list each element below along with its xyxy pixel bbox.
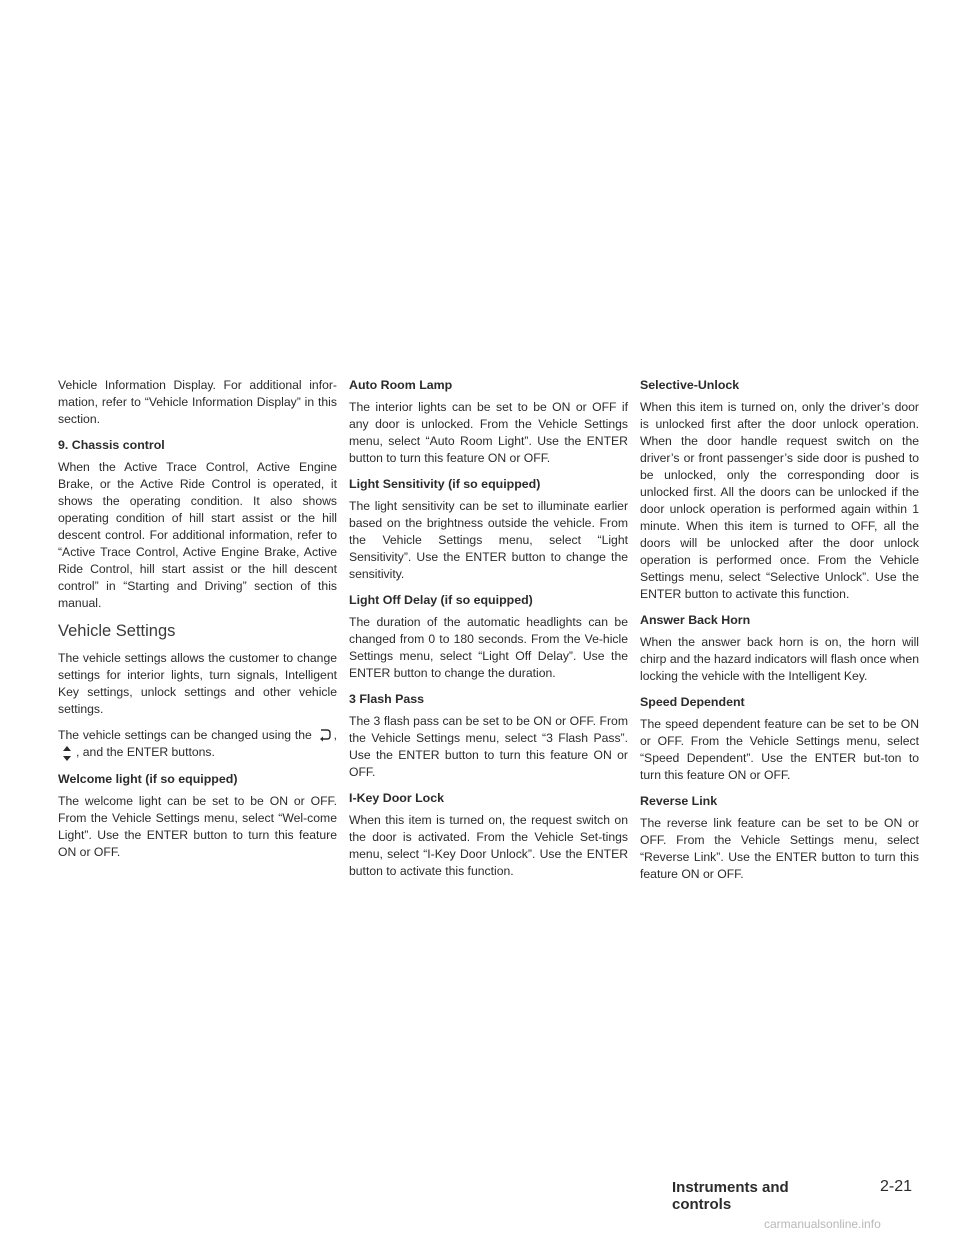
paragraph-selective-unlock: When this item is turned on, only the driver’s door is unlocked first after the door unlock operation. When the door handle request switch on the driver’s or front passenger’s side door is pushed to be unlocked, only the corresponding door is unlocked first. All the doors can be unlocked if the door unlock operation is performed again within 1 minute. When this item is turned to OFF, all the doors will be unlocked after the door unlock operation is performed once. From the Vehicle Settings menu, select “Selective Unlock”. Use the ENTER button to activate this function. bbox=[640, 400, 919, 601]
paragraph-3-flash-pass: The 3 flash pass can be set to be ON or OFF. From the Vehicle Settings menu, select “3 Flash Pass”. Use the ENTER button to turn this feature ON or OFF. bbox=[349, 714, 628, 779]
column-left bbox=[58, 377, 337, 870]
heading-reverse-link: Reverse Link bbox=[640, 794, 718, 808]
heading-answer-back-horn: Answer Back Horn bbox=[640, 613, 751, 627]
page-footer bbox=[672, 1178, 912, 1213]
heading-speed-dependent: Speed Dependent bbox=[640, 695, 745, 709]
section-heading-vehicle-settings: Vehicle Settings bbox=[58, 622, 176, 640]
up-down-arrows-icon bbox=[59, 745, 75, 762]
paragraph-vehicle-settings-buttons bbox=[58, 727, 337, 762]
heading-3-flash-pass: 3 Flash Pass bbox=[349, 692, 425, 706]
paragraph-reverse-link: The reverse link feature can be set to be ON or OFF. From the Vehicle Settings menu, select “Reverse Link”. Use the ENTER button to turn this feature ON or OFF. bbox=[640, 816, 919, 881]
buttons-text-comma: , bbox=[333, 728, 337, 742]
page-number: 2-21 bbox=[879, 1178, 912, 1195]
paragraph-welcome-light: The welcome light can be set to be ON or OFF. From the Vehicle Settings menu, select “Wel-come Light”. Use the ENTER button to turn this feature ON or OFF. bbox=[58, 793, 337, 859]
paragraph-vehicle-settings-intro: The vehicle settings allows the customer to change settings for interior lights, turn signals, Intelligent Key settings, unlock settings and other vehicle settings. bbox=[58, 651, 337, 716]
heading-light-off-delay: Light Off Delay (if so equipped) bbox=[349, 593, 533, 607]
paragraph-speed-dependent: The speed dependent feature can be set to be ON or OFF. From the Vehicle Settings menu, select “Speed Dependent”. Use the ENTER but-ton to turn this feature ON or OFF. bbox=[640, 717, 919, 782]
column-right bbox=[640, 377, 919, 892]
paragraph-light-off-delay: The duration of the automatic headlights can be changed from 0 to 180 seconds. From the Ve-hicle Settings menu, select “Light Off Delay”. Use the ENTER button to change the duration. bbox=[349, 615, 628, 680]
heading-selective-unlock: Selective-Unlock bbox=[640, 378, 740, 392]
paragraph-vid-reference: Vehicle Information Display. For additional infor-mation, refer to “Vehicle Information Display” in this section. bbox=[58, 378, 337, 426]
heading-welcome-light: Welcome light (if so equipped) bbox=[58, 771, 238, 786]
heading-light-sensitivity: Light Sensitivity (if so equipped) bbox=[349, 477, 541, 491]
paragraph-chassis-control: When the Active Trace Control, Active Engine Brake, or the Active Ride Control is operated, it shows the operating condition. It also shows operating condition of hill start assist or the hill descent control. For additional information, refer to “Active Trace Control, Active Engine Brake, Active Ride Control, hill start assist or the hill descent control” in “Starting and Driving” section of this manual. bbox=[58, 460, 337, 610]
heading-i-key-door-lock: I-Key Door Lock bbox=[349, 791, 445, 805]
buttons-text-start: The vehicle settings can be changed using the bbox=[58, 728, 312, 742]
footer-section-title: Instruments and controls bbox=[672, 1179, 789, 1213]
buttons-text-end: , and the ENTER buttons. bbox=[76, 745, 215, 760]
back-arrow-icon bbox=[317, 727, 333, 744]
paragraph-light-sensitivity: The light sensitivity can be set to illuminate earlier based on the brightness outside the vehicle. From the Vehicle Settings menu, select “Light Sensitivity”. Use the ENTER button to change the sensitivity. bbox=[349, 499, 628, 581]
paragraph-answer-back-horn: When the answer back horn is on, the horn will chirp and the hazard indicators will flash once when locking the vehicle with the Intelligent Key. bbox=[640, 635, 919, 683]
paragraph-i-key-door-lock: When this item is turned on, the request switch on the door is activated. From the Vehicle Set-tings menu, select “I-Key Door Unlock”. Use the ENTER button to activate this function. bbox=[349, 813, 628, 878]
column-middle bbox=[349, 377, 628, 889]
heading-auto-room-lamp: Auto Room Lamp bbox=[349, 378, 453, 392]
watermark: carmanualsonline.info bbox=[764, 1217, 881, 1231]
paragraph-auto-room-lamp: The interior lights can be set to be ON or OFF if any door is unlocked. From the Vehicle Settings menu, select “Auto Room Light”. Use the ENTER button to turn this feature ON or OFF. bbox=[349, 400, 628, 465]
heading-chassis-control: 9. Chassis control bbox=[58, 438, 165, 452]
